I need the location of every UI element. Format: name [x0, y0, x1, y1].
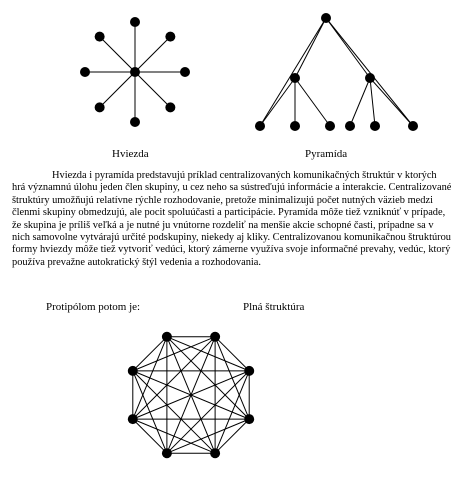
full-structure-node — [128, 414, 138, 424]
pyramid-leaf-node — [255, 121, 265, 131]
pyramid-top-node — [321, 13, 331, 23]
full-structure-node — [162, 448, 172, 458]
star-outer-node — [180, 67, 190, 77]
pyramid-diagram — [255, 13, 418, 131]
full-structure-caption: Plná štruktúra — [243, 301, 305, 313]
pyramid-edge — [295, 78, 330, 126]
star-caption: Hviezda — [112, 148, 149, 160]
pyramid-caption: Pyramída — [305, 148, 348, 160]
full-structure-node — [210, 332, 220, 342]
pyramid-edge — [350, 78, 370, 126]
pyramid-edge — [370, 78, 375, 126]
pyramid-edge — [370, 78, 413, 126]
pyramid-edge — [326, 18, 370, 78]
star-outer-node — [130, 117, 140, 127]
star-outer-node — [95, 102, 105, 112]
opposite-caption: Protipólom potom je: — [46, 301, 141, 313]
pyramid-middle-node — [365, 73, 375, 83]
pyramid-edge — [326, 18, 413, 126]
star-edge — [135, 37, 170, 72]
star-outer-node — [95, 32, 105, 42]
full-structure-node — [210, 448, 220, 458]
pyramid-leaf-node — [290, 121, 300, 131]
full-structure-edge — [133, 337, 215, 419]
pyramid-middle-node — [290, 73, 300, 83]
pyramid-leaf-node — [408, 121, 418, 131]
full-structure-edge — [167, 337, 249, 419]
star-outer-node — [165, 102, 175, 112]
star-center-node — [130, 67, 140, 77]
pyramid-leaf-node — [325, 121, 335, 131]
full-structure-edge — [133, 371, 215, 453]
full-structure-edge — [133, 337, 167, 371]
star-outer-node — [80, 67, 90, 77]
pyramid-leaf-node — [370, 121, 380, 131]
star-diagram — [80, 17, 190, 127]
pyramid-edge — [260, 18, 326, 126]
full-structure-node — [128, 366, 138, 376]
body-text: Hviezda i pyramída predstavujú príklad centralizovaných komunikačných štruktúr v ktorých hrá významnú úlohu jeden člen skupiny, u cez neho sa sústreďujú informácie a interakcie. Centralizované štruktúry umožňujú relatívne rýchle rozhodovanie, pretože minimalizujú počet nutných väzieb medzi členmi skupiny obmedzujú, ale pocit spoluúčasti a participácie. Pyramída môže tiež vzniknúť v prípade, že skupina je príliš veľká a je nutné ju vnútorne rozdeliť na menšie akcie schopné časti, prípadne sa v nich samovolne vytvárajú určité podskupiny, niekedy aj kliky. Centralizovanou komunikačnou štruktúrou formy hviezdy môže tiež vytvoriť vedúci, ktorý zámerne využíva svoje informačné prevahy, vedúc, ktorý používa prevažne autokratický štýl vedenia a rozhodovania. — [12, 170, 452, 268]
star-outer-node — [130, 17, 140, 27]
full-structure-diagram — [128, 332, 254, 458]
star-outer-node — [165, 32, 175, 42]
full-structure-edge — [215, 337, 249, 371]
star-edge — [135, 72, 170, 107]
full-structure-edge — [133, 419, 167, 453]
star-edge — [100, 37, 135, 72]
full-structure-edge — [167, 371, 249, 453]
pyramid-leaf-node — [345, 121, 355, 131]
pyramid-edge — [295, 18, 326, 78]
full-structure-node — [162, 332, 172, 342]
full-structure-node — [244, 366, 254, 376]
pyramid-edge — [260, 78, 295, 126]
body-paragraph — [12, 170, 452, 269]
full-structure-node — [244, 414, 254, 424]
full-structure-edge — [215, 419, 249, 453]
star-edge — [100, 72, 135, 107]
